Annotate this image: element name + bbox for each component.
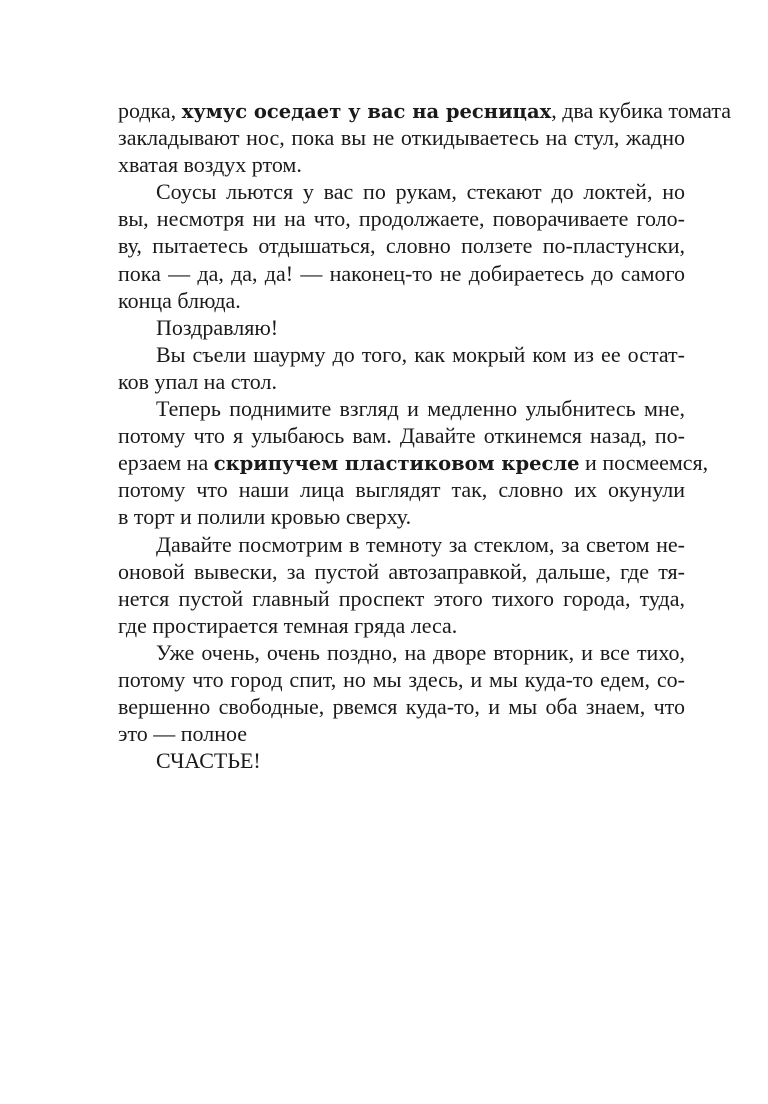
text-line — [118, 205, 685, 232]
text-line — [118, 124, 685, 151]
text-line — [118, 395, 685, 422]
text-line — [118, 503, 685, 530]
text-run: , два кубика томата — [551, 98, 731, 123]
text-line — [118, 232, 685, 259]
paragraph — [118, 395, 709, 530]
text-run: ерзаем на — [118, 450, 214, 476]
text-line — [118, 368, 685, 395]
bold-phrase: скрипучем пластиковом кресле — [213, 452, 580, 476]
text-line — [118, 476, 685, 503]
text-run: ву, пытаетесь отдышаться, словно ползете по-пластунски, — [118, 233, 685, 259]
text-line — [118, 747, 685, 774]
text-run: в торт и полили кровью сверху. — [118, 504, 412, 530]
paragraph — [118, 314, 685, 341]
paragraph — [118, 639, 685, 747]
text-run: Соусы льются у вас по рукам, стекают до локтей, но — [156, 179, 685, 205]
text-run: ков упал на стол. — [118, 368, 277, 394]
text-run: родка, — [118, 98, 182, 123]
text-run: СЧАСТЬЕ! — [156, 748, 261, 774]
text-run: и посмеемся, — [579, 450, 709, 476]
text-line — [118, 97, 731, 124]
paragraph — [118, 178, 685, 313]
text-run: Теперь поднимите взгляд и медленно улыбнитесь мне, — [156, 396, 685, 422]
text-line — [118, 531, 685, 558]
text-run: Уже очень, очень поздно, на дворе вторник, и все тихо, — [156, 639, 685, 665]
paragraph — [118, 97, 731, 178]
text-run: нется пустой главный проспект этого тихого города, туда, — [118, 585, 685, 611]
text-run: где простирается темная гряда леса. — [118, 612, 458, 638]
paragraph — [118, 531, 685, 639]
text-line — [118, 341, 685, 368]
paragraph — [118, 747, 685, 774]
text-line — [118, 422, 685, 449]
text-run: Давайте посмотрим в темноту за стеклом, за светом не- — [156, 531, 685, 557]
text-run: конца блюда. — [118, 287, 241, 313]
text-run: потому что город спит, но мы здесь, и мы куда-то едем, со- — [118, 666, 685, 692]
paragraph — [118, 341, 685, 395]
text-run: вершенно свободные, рвемся куда-то, и мы оба знаем, что — [118, 694, 685, 720]
text-run: хватая воздух ртом. — [118, 152, 302, 178]
text-run: потому что я улыбаюсь вам. Давайте откинемся назад, по- — [118, 423, 685, 449]
text-line — [118, 666, 685, 693]
text-line — [118, 612, 685, 639]
text-run: пока — да, да, да! — наконец-то не добираетесь до самого — [118, 260, 685, 286]
text-line — [118, 287, 685, 314]
book-page-text — [118, 97, 731, 774]
text-run: потому что наши лица выглядят так, словно их окунули — [118, 477, 685, 503]
text-line — [118, 260, 685, 287]
text-line — [118, 720, 685, 747]
text-line — [118, 639, 685, 666]
text-line — [118, 314, 685, 341]
text-run: оновой вывески, за пустой автозаправкой, дальше, где тя- — [118, 558, 685, 584]
text-run: Вы съели шаурму до того, как мокрый ком из ее остат- — [156, 341, 685, 367]
text-line — [118, 178, 685, 205]
text-line — [118, 449, 709, 476]
text-line — [118, 693, 685, 720]
text-line — [118, 558, 685, 585]
text-line — [118, 151, 685, 178]
text-run: закладывают нос, пока вы не откидываетесь на стул, жадно — [118, 125, 685, 151]
text-run: Поздравляю! — [156, 314, 279, 340]
text-line — [118, 585, 685, 612]
bold-phrase: хумус оседает у вас на ресницах — [181, 100, 552, 123]
text-run: это — полное — [118, 721, 248, 747]
text-run: вы, несмотря ни на что, продолжаете, поворачиваете голо- — [118, 206, 685, 232]
